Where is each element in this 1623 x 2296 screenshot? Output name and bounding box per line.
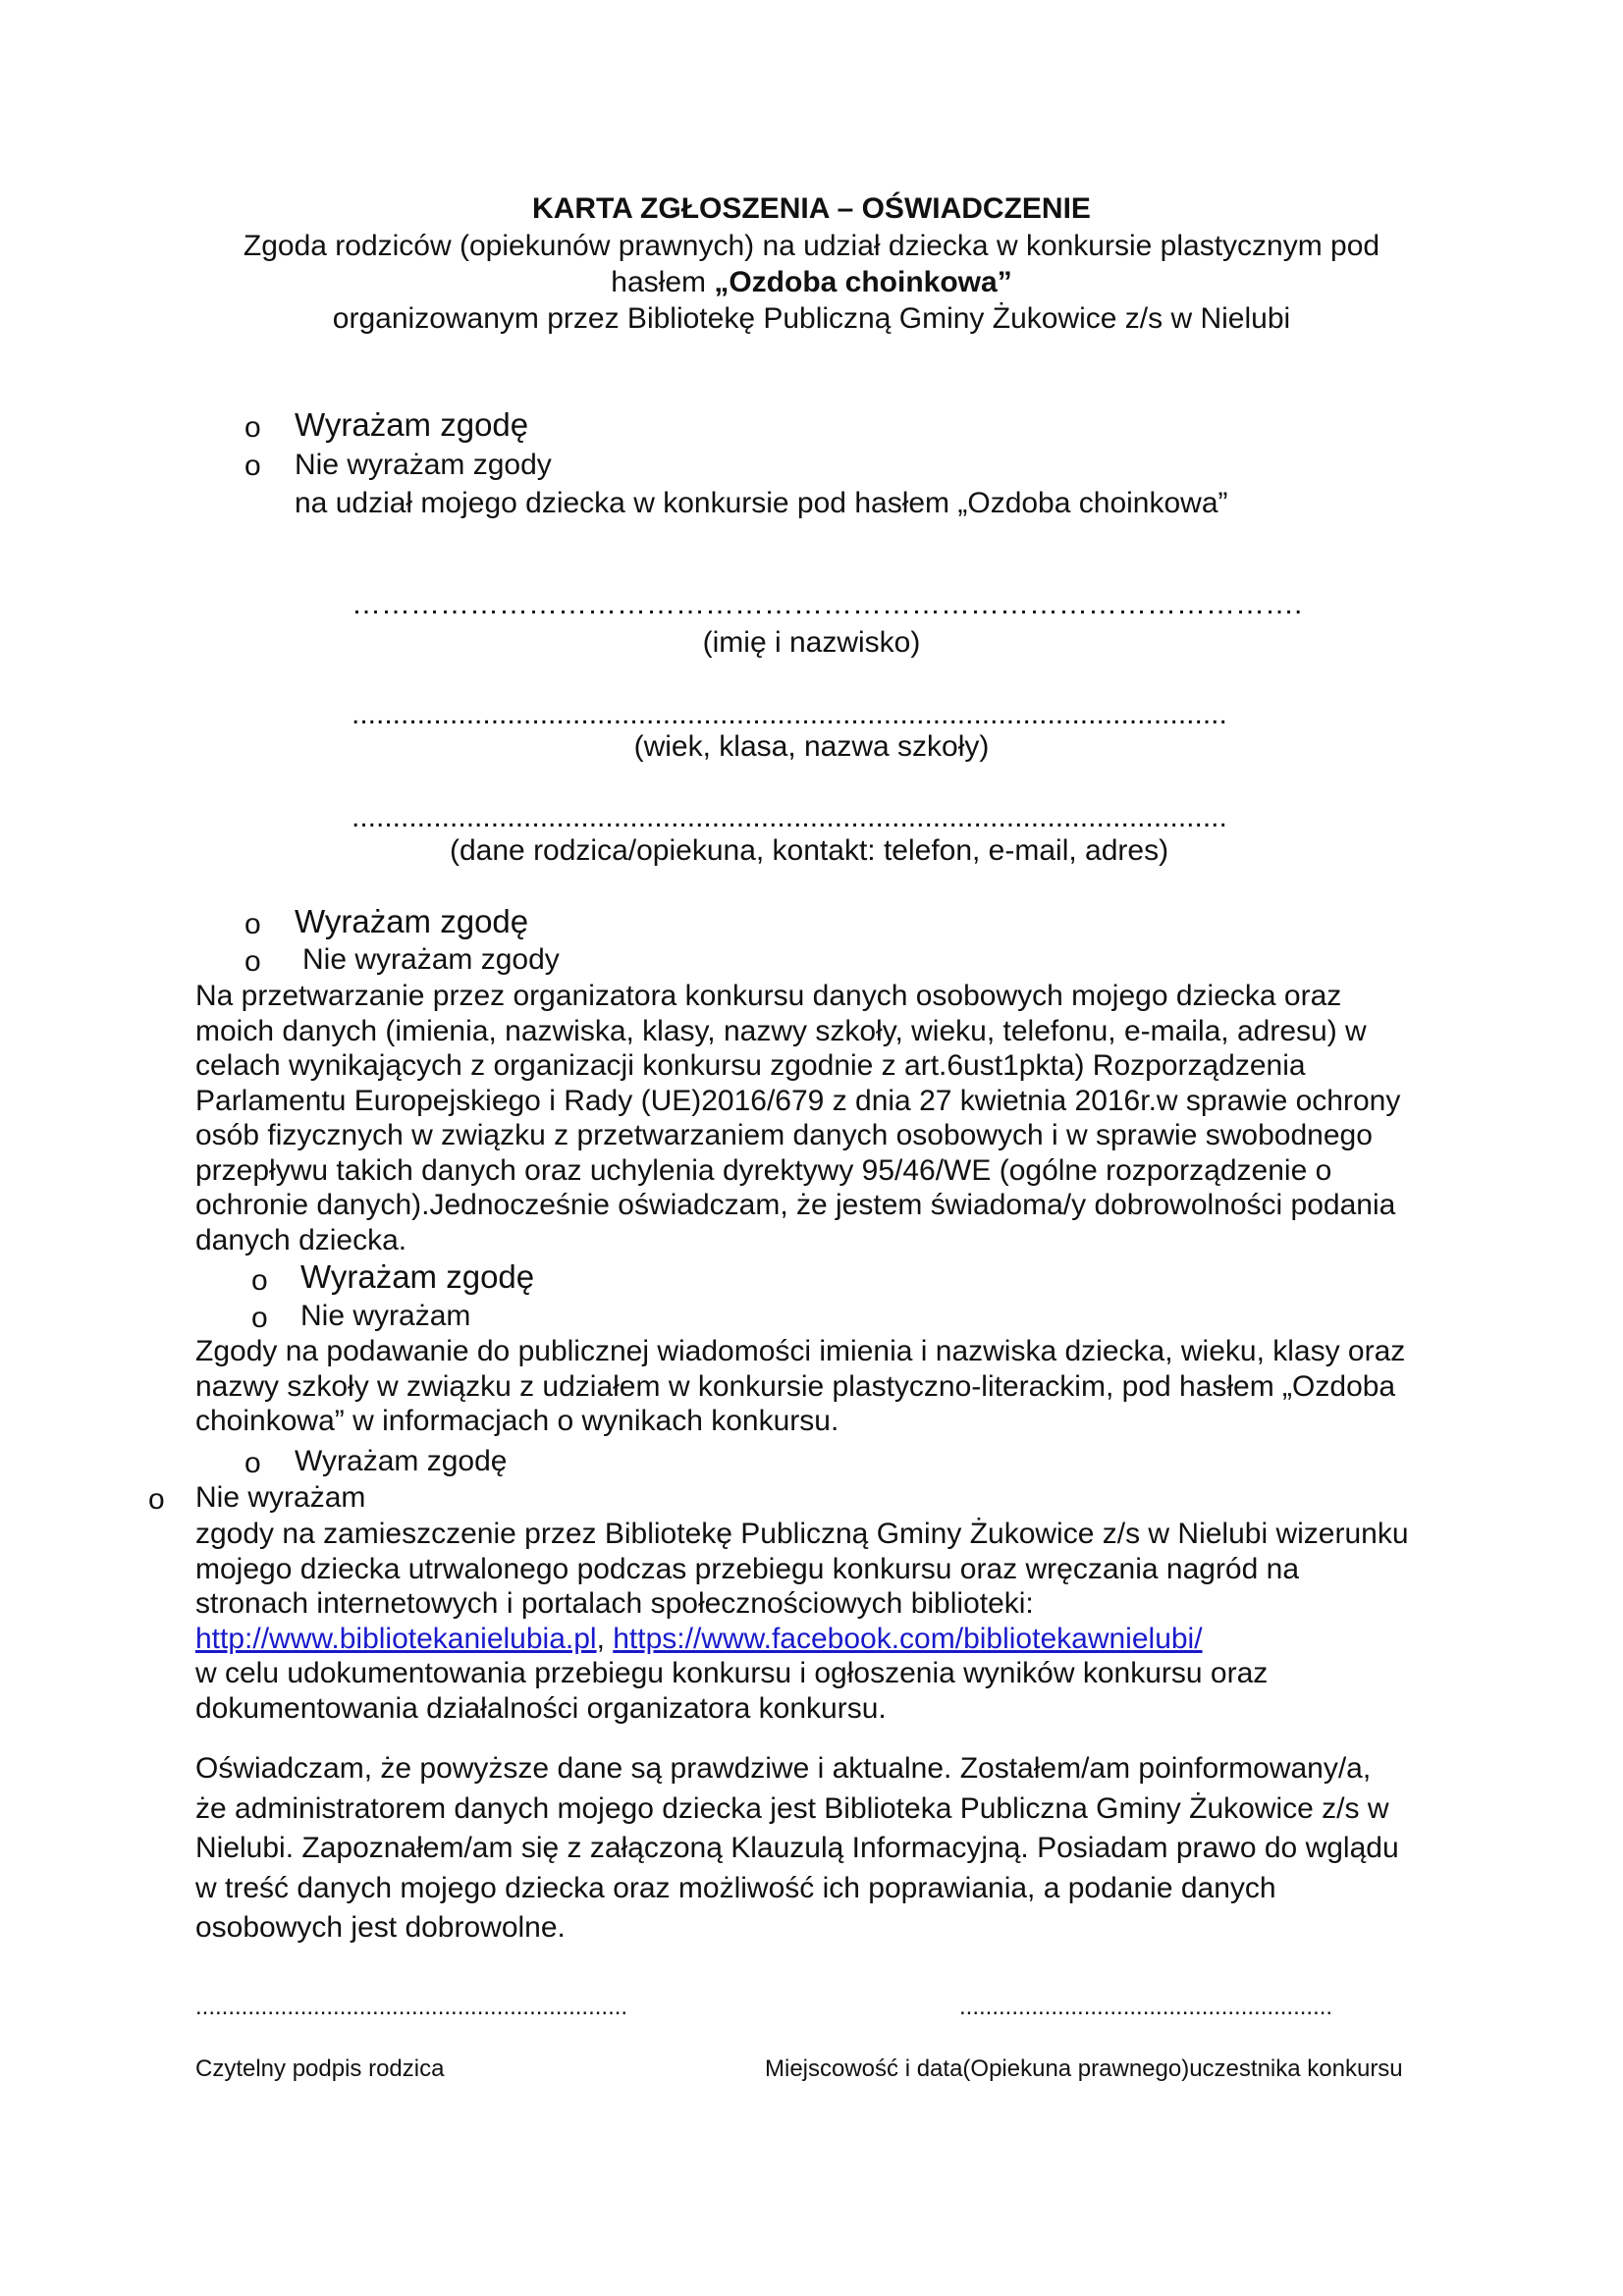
paragraph-line: zgody na zamieszczenie przez Bibliotekę Publiczną Gminy Żukowice z/s w Nielubi wizerunku [195, 1518, 1409, 1550]
consent-yes-bullet-2[interactable]: o [244, 908, 261, 940]
consent-no-bullet-2[interactable]: o [244, 945, 261, 978]
parent-field-line[interactable]: ........................................................................................................... [352, 801, 1227, 833]
paragraph-line: moich danych (imienia, nazwiska, klasy, nazwy szkoły, wieku, telefonu, e-maila, adresu) w [195, 1014, 1367, 1047]
consent-no-bullet-1[interactable]: o [244, 450, 261, 482]
paragraph-line: osób fizycznych w związku z przetwarzaniem danych osobowych i w sprawie swobodnego [195, 1119, 1373, 1151]
paragraph-line: Zgody na podawanie do publicznej wiadomości imienia i nazwiska dziecka, wieku, klasy oraz [195, 1335, 1406, 1367]
paragraph-line: Oświadczam, że powyższe dane są prawdziwe i aktualne. Zostałem/am poinformowany/a, [195, 1752, 1372, 1785]
consent-yes-bullet-4[interactable]: o [244, 1447, 261, 1479]
subtitle-line-2 [0, 265, 1623, 300]
place-date-label: Miejscowość i data(Opiekuna prawnego)uczestnika konkursu [765, 2056, 1403, 2082]
consent-yes-bullet-1[interactable]: o [244, 411, 261, 444]
paragraph-line: mojego dziecka utrwalonego podczas przebiegu konkursu oraz wręczania nagród na [195, 1552, 1300, 1585]
paragraph-line: w celu udokumentowania przebiegu konkursu i ogłoszenia wyników konkursu oraz [195, 1657, 1269, 1689]
data-processing-paragraph [195, 979, 1400, 1257]
consent-no-label-4: Nie wyrażam [195, 1481, 366, 1514]
publication-paragraph [195, 1334, 1405, 1439]
consent-yes-bullet-3[interactable]: o [251, 1264, 268, 1297]
consent-no-bullet-3[interactable]: o [251, 1302, 268, 1334]
paragraph-line: Parlamentu Europejskiego i Rady (UE)2016/679 z dnia 27 kwietnia 2016r.w sprawie ochrony [195, 1084, 1401, 1117]
consent-yes-label-2: Wyrażam zgodę [295, 903, 529, 939]
participation-text: na udział mojego dziecka w konkursie pod hasłem „Ozdoba choinkowa” [295, 487, 1228, 519]
subtitle-line-3: organizowanym przez Bibliotekę Publiczną Gminy Żukowice z/s w Nielubi [332, 302, 1291, 335]
paragraph-line: ochronie danych).Jednocześnie oświadczam, że jestem świadoma/y dobrowolności podania [195, 1189, 1396, 1221]
consent-no-label-2: Nie wyrażam zgody [302, 943, 560, 976]
paragraph-line: choinkowa” w informacjach o wynikach konkursu. [195, 1405, 839, 1437]
consent-yes-label-3: Wyrażam zgodę [300, 1258, 535, 1295]
name-field-line[interactable]: ……………………………………………………………………………………. [352, 588, 1303, 620]
paragraph-line: stronach internetowych i portalach społecznościowych biblioteki: [195, 1587, 1034, 1620]
declaration-paragraph [195, 1749, 1399, 1949]
paragraph-line: celach wynikających z organizacji konkursu zgodnie z art.6ust1pkta) Rozporządzenia [195, 1049, 1306, 1082]
contest-name: „Ozdoba choinkowa” [714, 266, 1012, 298]
school-field-line[interactable]: ........................................................................................................... [352, 698, 1227, 730]
paragraph-line: osobowych jest dobrowolne. [195, 1911, 566, 1944]
links-line [195, 1622, 1409, 1657]
paragraph-line: Na przetwarzanie przez organizatora konkursu danych osobowych mojego dziecka oraz [195, 980, 1342, 1012]
parent-signature-label: Czytelny podpis rodzica [195, 2056, 445, 2082]
parent-field-label: (dane rodzica/opiekuna, kontakt: telefon, e-mail, adres) [450, 834, 1169, 867]
parent-signature-line[interactable]: .................................................................. [195, 1994, 628, 2020]
paragraph-line: Nielubi. Zapoznałem/am się z załączoną Klauzulą Informacyjną. Posiadam prawo do wglądu [195, 1832, 1399, 1864]
subtitle-line-1: Zgoda rodziców (opiekunów prawnych) na udział dziecka w konkursie plastycznym pod [243, 230, 1380, 262]
name-field-label: (imię i nazwisko) [702, 626, 921, 659]
image-consent-paragraph [195, 1517, 1409, 1726]
link-separator: , [596, 1622, 614, 1655]
paragraph-line: że administratorem danych mojego dziecka jest Biblioteka Publiczna Gminy Żukowice z/s w [195, 1791, 1389, 1825]
subtitle-prefix: hasłem [611, 266, 715, 298]
consent-yes-label-4: Wyrażam zgodę [295, 1445, 508, 1477]
consent-no-label-3: Nie wyrażam [300, 1300, 471, 1332]
paragraph-line: danych dziecka. [195, 1223, 407, 1256]
paragraph-line: dokumentowania działalności organizatora konkursu. [195, 1691, 887, 1725]
school-field-label: (wiek, klasa, nazwa szkoły) [633, 730, 990, 763]
consent-no-label-1: Nie wyrażam zgody [295, 449, 552, 481]
paragraph-line: przepływu takich danych oraz uchylenia dyrektywy 95/46/WE (ogólne rozporządzenie o [195, 1153, 1332, 1187]
library-facebook-link[interactable]: https://www.facebook.com/bibliotekawnielubi/ [613, 1622, 1203, 1655]
place-date-line[interactable]: ......................................................... [959, 1994, 1333, 2020]
library-website-link[interactable]: http://www.bibliotekanielubia.pl [195, 1622, 597, 1655]
consent-yes-label-1: Wyrażam zgodę [295, 406, 529, 443]
document-title: KARTA ZGŁOSZENIA – OŚWIADCZENIE [532, 192, 1091, 225]
paragraph-line: nazwy szkoły w związku z udziałem w konkursie plastyczno-literackim, pod hasłem „Ozdoba [195, 1369, 1396, 1403]
paragraph-line: w treść danych mojego dziecka oraz możliwość ich poprawiania, a podanie danych [195, 1871, 1276, 1904]
consent-no-bullet-4[interactable]: o [148, 1483, 165, 1516]
